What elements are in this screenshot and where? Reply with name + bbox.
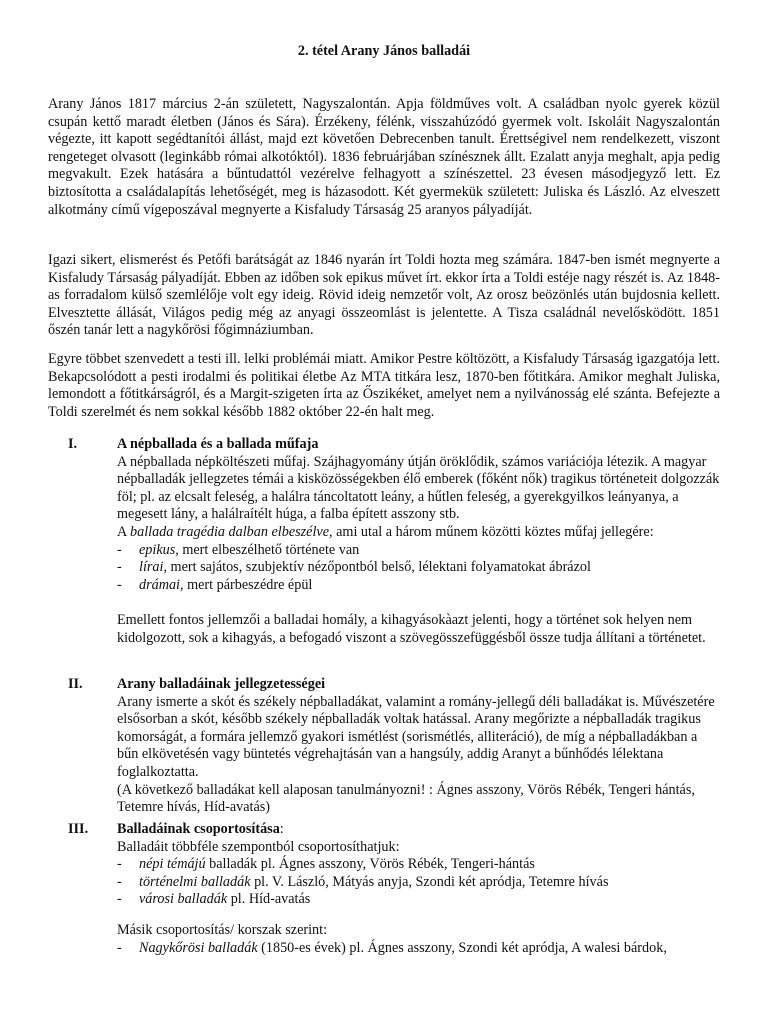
section-text: Arany ismerte a skót és székely népballadákat, valamint a romány-jellegű déli balladákat is. Művészetére elsősorban a skót, később székely népballadák voltak hatással. Arany megőrizte a népballadák tragikus komorságát, a formára jellemző gyakori ismétlést (sorismétlés, alliteráció), de míg a népballadákban a bűn elkövetésén vagy büntetés végrehajtásán van a hangsúly, addig Aranyt a bűnhődés lélektana foglalkoztatta. <box>117 693 715 780</box>
list-item: - történelmi balladák pl. V. László, Mátyás anyja, Szondi két apródja, Tetemre hívás <box>117 873 609 890</box>
list-item: - Nagykőrösi balladák (1850-es évek) pl. Ágnes asszony, Szondi két apródja, A walesi bárdok, <box>117 939 667 956</box>
section-heading-line: Balladáinak csoportosítása: <box>117 821 284 837</box>
section-note: (A következő balladákat kell alaposan tanulmányozni! : Ágnes asszony, Vörös Rébék, Tengeri hántás, Tetemre hívás, Híd-avatás) <box>117 781 695 816</box>
section-subtext: Másik csoportosítás/ korszak szerint: <box>117 921 328 938</box>
section-note: Emellett fontos jellemzői a balladai homály, a kihagyásokàazt jelenti, hogy a történet sok helyen nem kidolgozott, sok a kihagyás, a befogadó viszont a szövegösszefüggésből össze tudja állítani a történetet. <box>117 611 706 646</box>
section-text: A népballada népköltészeti műfaj. Szájhagyomány útján öröklődik, számos variációja létezik. A magyar népballadák jellegzetes témái a kisközösségekben élő emberek (főként nők) tragikus történeteit dolgozzák föl; pl. az elcsalt feleség, a halálra táncoltatott leány, a hűtlen feleség, a gyerekgyilkos leányanya, a megesett lány, a halálraítélt húga, a falba épített asszony stb. <box>117 453 720 523</box>
section-heading: A népballada és a ballada műfaja <box>117 436 319 452</box>
section-heading: Balladáinak csoportosítása <box>117 821 280 837</box>
ballad-definition: A ballada tragédia dalban elbeszélve, ami utal a három műnem közötti köztes műfaj jellegére: <box>117 523 654 540</box>
list-item: - epikus, mert elbeszélhető története van <box>117 541 360 558</box>
section-text: Balladáit többféle szempontból csoportosíthatjuk: <box>117 838 400 855</box>
intro-paragraph-2: Igazi sikert, elismerést és Petőfi barátságát az 1846 nyarán írt Toldi hozta meg számára. 1847-ben ismét megnyerte a Kisfaludy Társaság pályadíját. Ebben az időben sok epikus művet írt. ekkor írta a Toldi estéje nagy részét is. Az 1848-as forradalom külső szemlélője volt egy ideig. Rövid ideig nemzetőr volt, Az orosz beözönlés után bujdosnia kellett. Elvesztette állását, Világos pedig még az anyagi összeomlást is jelentette. A Tisza családnál nevelősködött. 1851 őszén tanár lett a nagykőrösi főgimnáziumban. <box>48 252 720 339</box>
list-item: - népi témájú balladák pl. Ágnes asszony, Vörös Rébék, Tengeri-hántás <box>117 856 535 873</box>
section-body <box>117 676 720 817</box>
section-body <box>117 436 720 647</box>
intro-paragraph-1: Arany János 1817 március 2-án született, Nagyszalontán. Apja földműves volt. A családban nyolc gyerek közül csupán kettő maradt életben (János és Sára). Érzékeny, félénk, visszahúzódó gyermek volt. Iskoláit Nagyszalontán végezte, itt kapott segédtanítói állást, majd ezt követően Debrecenben tanult. Érettségivel nem rendelkezett, viszont rengeteget olvasott (leginkább római alkotóktól). 1836 februárjában színésznek állt. Ezalatt anyja meghalt, apja pedig megvakult. Ezek hatására a bűntudattól vezérelve felhagyott a színészettel. 23 évesen másodjegyző lett. Ez biztosította a családalapítás lehetőségét, meg is házasodott. Két gyermekük született: Juliska és László. Az elveszett alkotmány című vígeposzával megnyerte a Kisfaludy Társaság 25 aranyos pályadíját. <box>48 96 720 218</box>
section-body <box>117 821 720 957</box>
list-item: - lírai, mert sajátos, szubjektív nézőpontból belső, lélektani folyamatokat ábrázol <box>117 559 591 576</box>
list-item: - városi balladák pl. Híd-avatás <box>117 891 311 908</box>
section-number: I. <box>68 436 78 452</box>
section-heading: Arany balladáinak jellegzetességei <box>117 676 326 692</box>
section-number: III. <box>68 821 89 837</box>
list-item: - drámai, mert párbeszédre épül <box>117 576 313 593</box>
page-title: 2. tétel Arany János balladái <box>297 43 471 59</box>
intro-paragraph-3: Egyre többet szenvedett a testi ill. lelki problémái miatt. Amikor Pestre költözött, a Kisfaludy Társaság igazgatója lett. Bekapcsolódott a pesti irodalmi és politikai életbe Az MTA titkára lesz, 1870-ben főtitkára. Amikor meghalt Juliska, lemondott a főtitkárságról, és a Margit-szigeten írta az Őszikéket, amelyet nem a nyilvánosság elé szánta. Befejezte a Toldi szerelmét és nem sokkal később 1882 október 22-én halt meg. <box>48 351 720 420</box>
section-number: II. <box>68 676 83 692</box>
